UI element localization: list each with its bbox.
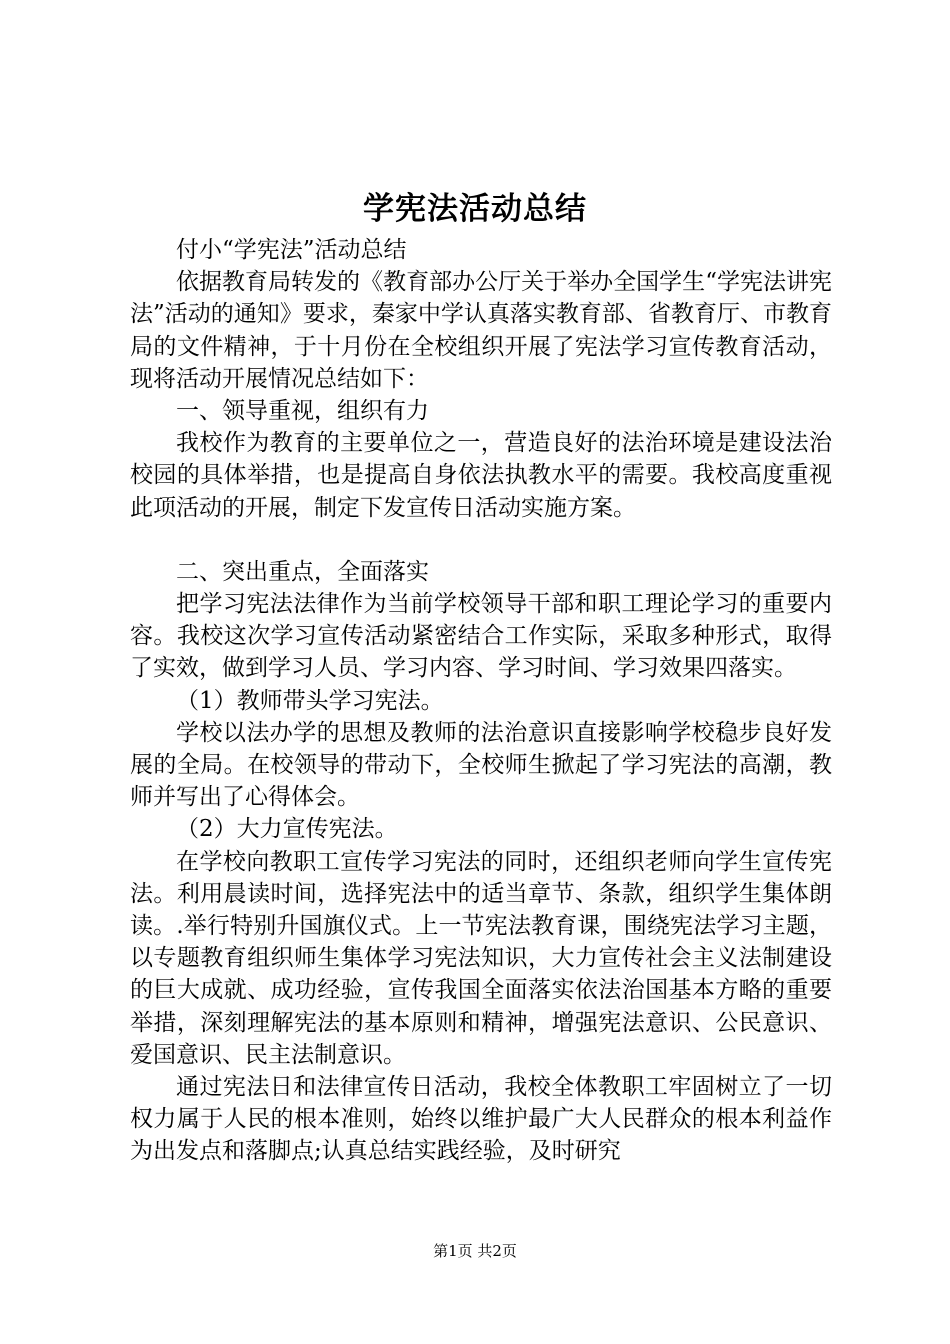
document-title: 学宪法活动总结 <box>363 191 587 227</box>
paragraph-subtitle: 付小“学宪法”活动总结 <box>176 237 407 263</box>
paragraph-section-1: 我校作为教育的主要单位之一，营造良好的法治环境是建设法治校园的具体举措，也是提高自身依法执教水平的需要。我校高度重视此项活动的开展，制定下发宣传日活动实施方案。 <box>130 430 832 521</box>
subheading-2: （2）大力宣传宪法。 <box>176 816 398 843</box>
section-heading-1: 一、领导重视，组织有力 <box>176 398 429 425</box>
paragraph-closing: 通过宪法日和法律宣传日活动，我校全体教职工牢固树立了一切权力属于人民的根本准则，始终以维护最广大人民群众的根本利益作为出发点和落脚点;认真总结实践经验，及时研究 <box>130 1074 832 1165</box>
paragraph-sub-2: 在学校向教职工宣传学习宪法的同时，还组织老师向学生宣传宪法。利用晨读时间，选择宪法中的适当章节、条款，组织学生集体朗读。.举行特别升国旗仪式。上一节宪法教育课，围绕宪法学习主题，以专题教育组织师生集体学习宪法知识，大力宣传社会主义法制建设的巨大成就、成功经验，宣传我国全面落实依法治国基本方略的重要举措，深刻理解宪法的基本原则和精神，增强宪法意识、公民意识、爱国意识、民主法制意识。 <box>130 848 832 1068</box>
document-body <box>130 234 832 1168</box>
paragraph-section-2: 把学习宪法法律作为当前学校领导干部和职工理论学习的重要内容。我校这次学习宣传活动紧密结合工作实际，采取多种形式，取得了实效，做到学习人员、学习内容、学习时间、学习效果四落实。 <box>130 591 832 682</box>
section-heading-2: 二、突出重点，全面落实 <box>176 558 429 585</box>
paragraph-sub-1: 学校以法办学的思想及教师的法治意识直接影响学校稳步良好发展的全局。在校领导的带动下，全校师生掀起了学习宪法的高潮，教师并写出了心得体会。 <box>130 719 832 811</box>
page-number-footer: 第1页 共2页 <box>433 1242 517 1260</box>
subheading-1: （1）教师带头学习宪法。 <box>176 687 444 714</box>
paragraph-intro: 依据教育局转发的《教育部办公厅关于举办全国学生“学宪法讲宪法”活动的通知》要求，秦家中学认真落实教育部、省教育厅、市教育局的文件精神，于十月份在全校组织开展了宪法学习宣传教育活动，现将活动开展情况总结如下： <box>130 269 832 392</box>
